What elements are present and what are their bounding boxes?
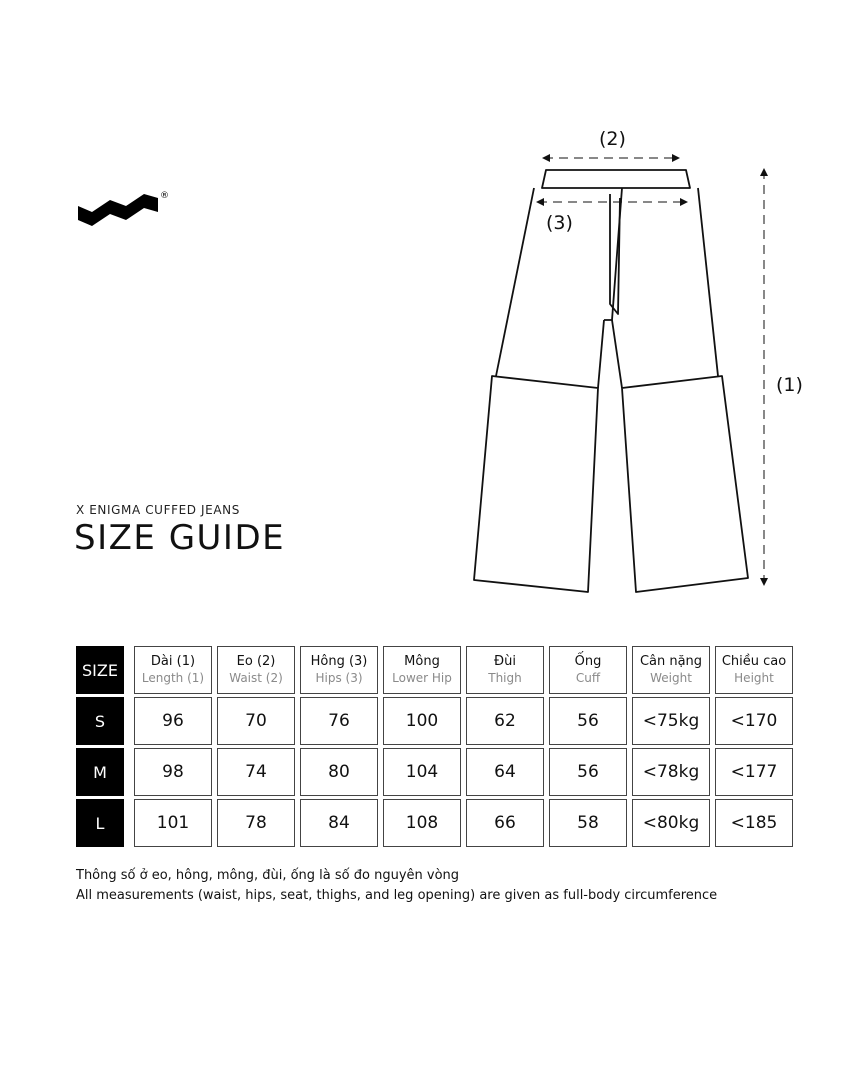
table-cell: 84 [300,799,378,847]
col-header-vi: Đùi [494,654,516,669]
measurement-notes [76,866,717,906]
col-header-thigh [466,646,544,694]
table-cell: 98 [134,748,212,796]
waist-label: (2) [599,128,626,150]
table-cell: 62 [466,697,544,745]
col-header-en: Cuff [575,671,601,685]
note-english: All measurements (waist, hips, seat, thighs, and leg opening) are given as full-body circumference [76,888,718,903]
col-header-length [134,646,212,694]
size-label-l: L [76,799,124,847]
table-cell: <185 [715,799,793,847]
col-header-vi: Mông [404,654,440,669]
col-header-en: Lower Hip [392,671,452,685]
table-cell: 96 [134,697,212,745]
table-cell: 70 [217,697,295,745]
table-cell: 66 [466,799,544,847]
table-cell: 108 [383,799,461,847]
col-header-en: Hips (3) [315,671,363,685]
col-header-vi: Cân nặng [639,654,703,669]
table-cell: <78kg [632,748,710,796]
size-header: SIZE [76,646,124,694]
size-label-m: M [76,748,124,796]
table-cell: 100 [383,697,461,745]
table-cell: 64 [466,748,544,796]
table-cell: 76 [300,697,378,745]
table-cell: <75kg [632,697,710,745]
note-vietnamese: Thông số ở eo, hông, mông, đùi, ống là số đo nguyên vòng [76,868,460,883]
col-header-vi: Chiều cao [721,654,787,669]
col-header-hips [300,646,378,694]
size-label-s: S [76,697,124,745]
page-title: SIZE GUIDE [74,518,286,558]
col-header-en: Length (1) [141,671,205,685]
hips-label: (3) [546,212,573,234]
col-header-en: Thigh [488,671,522,685]
table-cell: <170 [715,697,793,745]
table-cell: <177 [715,748,793,796]
table-cell: 104 [383,748,461,796]
wave-flag-logo [76,186,172,230]
col-header-height [715,646,793,694]
table-cell: 78 [217,799,295,847]
table-cell: 101 [134,799,212,847]
length-label: (1) [776,374,803,396]
col-header-cuff [549,646,627,694]
col-header-vi: Ống [574,654,602,669]
col-header-waist [217,646,295,694]
table-cell: 80 [300,748,378,796]
table-cell: 56 [549,748,627,796]
col-header-vi: Eo (2) [236,654,276,669]
cuffed-jeans-diagram [460,118,820,608]
col-header-en: Height [734,671,774,685]
table-cell: 56 [549,697,627,745]
registered-mark: ® [160,191,169,201]
table-cell: 58 [549,799,627,847]
col-header-en: Waist (2) [229,671,283,685]
product-subtitle: X ENIGMA CUFFED JEANS [76,503,240,517]
col-header-weight [632,646,710,694]
table-cell: <80kg [632,799,710,847]
table-cell: 74 [217,748,295,796]
col-header-vi: Hông (3) [310,654,368,669]
col-header-en: Weight [650,671,692,685]
col-header-vi: Dài (1) [150,654,196,669]
col-header-lower-hip [383,646,461,694]
